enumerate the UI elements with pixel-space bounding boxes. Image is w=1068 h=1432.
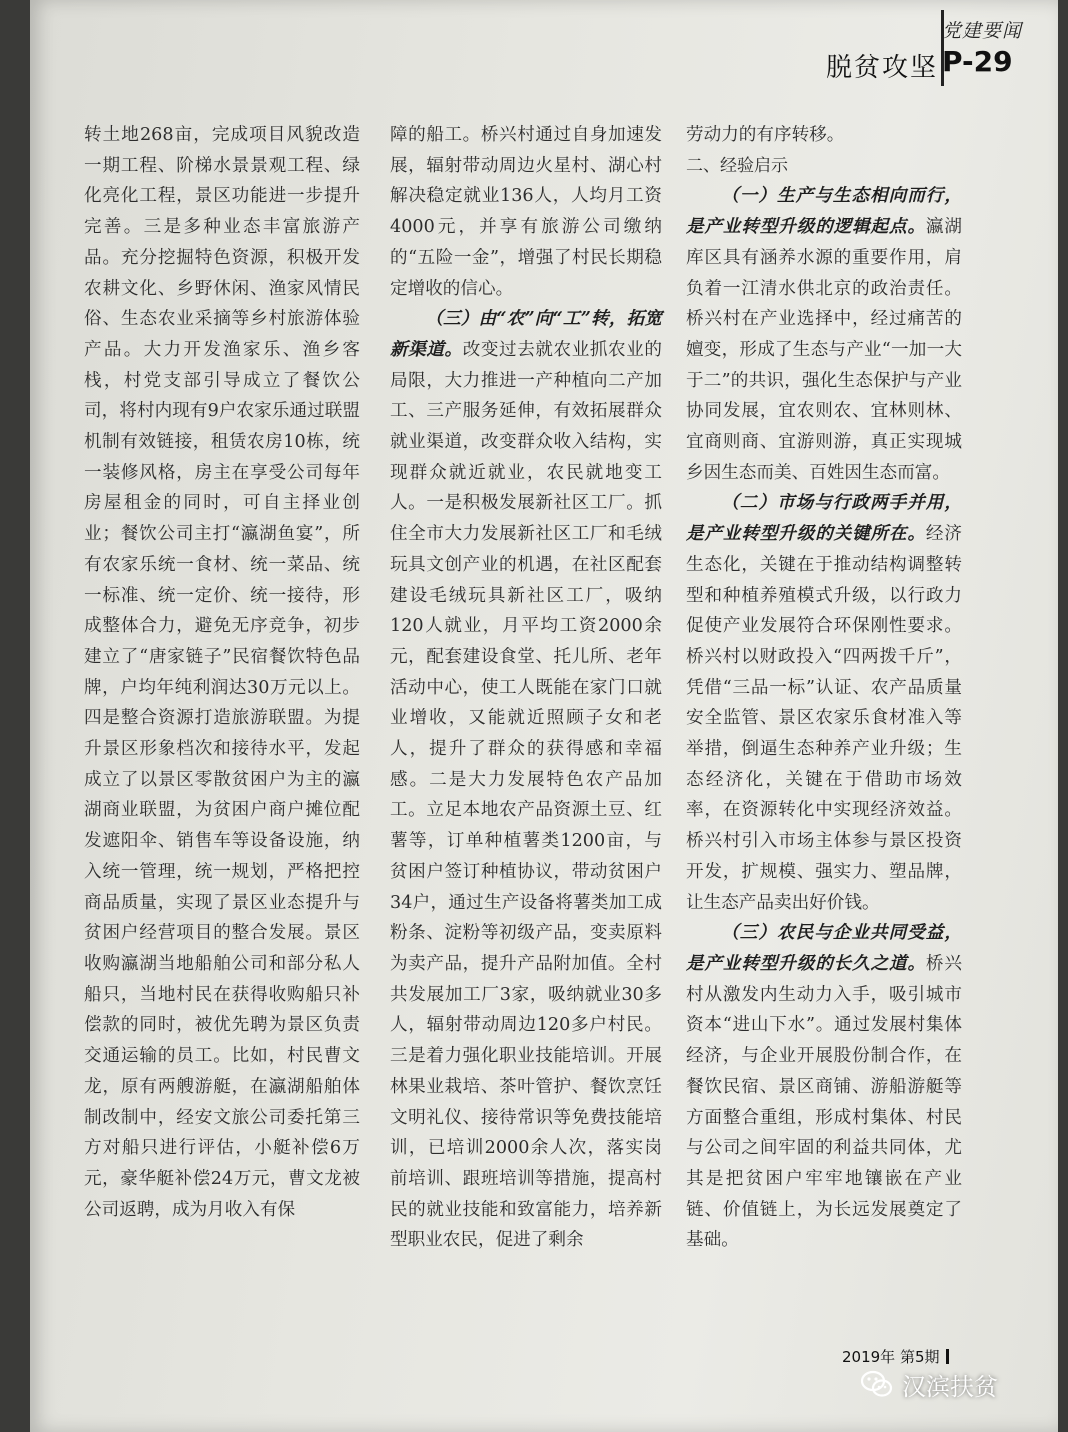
issue-text: 2019年 第5期: [842, 1348, 940, 1366]
subsection-body: 瀛湖库区具有涵养水源的重要作用，肩负着一江清水供北京的政治责任。桥兴村在产业选择中，经过痛苦的嬗变，形成了生态与产业“一加一大于二”的共识，强化生态保护与产业协同发展，宜农则农、宜林则林、宜商则商、宜游则游，真正实现城乡因生态而美、百姓因生态而富。: [686, 217, 962, 483]
subsection-heading: （三）农民与企业共同受益，是产业转型升级的长久之道。: [686, 922, 962, 974]
subsection-body: 经济生态化，关键在于推动结构调整转型和种植养殖模式升级，以行政力促使产业发展符合环保刚性要求。桥兴村以财政投入“四两拨千斤”，凭借“三品一标”认证、农产品质量安全监管、景区农家乐食材准入等举措，倒逼生态种养产业升级；生态经济化，关键在于借助市场效率，在资源转化中实现经济效益。桥兴村引入市场主体参与景区投资开发，扩规模、强实力、塑品牌，让生态产品卖出好价钱。: [686, 524, 962, 913]
watermark: [860, 1364, 998, 1404]
issue-bar: [946, 1349, 949, 1364]
page-number: P-29: [942, 45, 1013, 78]
text-column-3: [686, 120, 962, 1256]
subsection-heading: （三）由“农”向“工”转，拓宽新渠道。: [390, 308, 662, 360]
text-column-2: [390, 120, 662, 1256]
magazine-name: 党建要闻: [942, 20, 1023, 42]
column3-paragraph-2: [686, 488, 962, 918]
column3-paragraph-1: [686, 181, 962, 488]
subsection-heading: （二）市场与行政两手并用，是产业转型升级的关键所在。: [686, 492, 962, 545]
text-column-1: [84, 120, 360, 1225]
subsection-body: 桥兴村从激发内生动力入手，吸引城市资本“进山下水”。通过发展村集体经济，与企业开展股份制合作，在餐饮民宿、景区商铺、游船游艇等方面整合重组，形成村集体、村民与公司之间牢固的利益共同体，尤其是把贫困户牢牢地镶嵌在产业链、价值链上，为长远发展奠定了基础。: [686, 953, 962, 1251]
watermark-text: 汉滨扶贫: [902, 1372, 998, 1401]
magazine-page: [30, 0, 1058, 1432]
column2-paragraph-2: [390, 304, 662, 1256]
column1-paragraph: 转土地268亩，完成项目风貌改造一期工程、阶梯水景景观工程、绿化亮化工程，景区功能进一步提升完善。三是多种业态丰富旅游产品。充分挖掘特色资源，积极开发农耕文化、乡野休闲、渔家风情民俗、生态农业采摘等乡村旅游体验产品。大力开发渔家乐、渔乡客栈，村党支部引导成立了餐饮公司，将村内现有9户农家乐通过联盟机制有效链接，租赁农房10栋，统一装修风格，房主在享受公司每年房屋租金的同时，可自主择业创业；餐饮公司主打“瀛湖鱼宴”，所有农家乐统一食材、统一菜品、统一标准、统一定价、统一接待，形成整体合力，避免无序竞争，初步建立了“唐家链子”民宿餐饮特色品牌，户均年纯利润达30万元以上。四是整合资源打造旅游联盟。为提升景区形象档次和接待水平，发起成立了以景区零散贫困户为主的瀛湖商业联盟，为贫困户商户摊位配发遮阳伞、销售车等设备设施，纳入统一管理，统一规划，严格把控商品质量，实现了景区业态提升与贫困户经营项目的整合发展。景区收购瀛湖当地船舶公司和部分私人船只，当地村民在获得收购船只补偿款的同时，被优先聘为景区负责交通运输的员工。比如，村民曹文龙，原有两艘游艇，在瀛湖船舶体制改制中，经安文旅公司委托第三方对船只进行评估，小艇补偿6万元，豪华艇补偿24万元，曹文龙被公司返聘，成为月收入有保: [84, 125, 360, 1220]
wechat-icon: [860, 1369, 894, 1399]
column3-paragraph-0: 劳动力的有序转移。: [686, 125, 845, 145]
section-heading: 二、经验启示: [686, 155, 788, 176]
subsection-heading: （一）生产与生态相向而行，是产业转型升级的逻辑起点。: [686, 185, 962, 238]
column2-paragraph-1: 障的船工。桥兴村通过自身加速发展，辐射带动周边火星村、湖心村解决稳定就业136人，人均月工资4000元，并享有旅游公司缴纳的“五险一金”，增强了村民长期稳定增收的信心。: [390, 125, 662, 299]
page-header: [826, 44, 938, 84]
column3-paragraph-3: [686, 918, 962, 1256]
section-title: 脱贫攻坚: [825, 53, 938, 83]
subsection-body: 改变过去就农业抓农业的局限，大力推进一产种植向二产加工、三产服务延伸，有效拓展群众就业渠道，改变群众收入结构，实现群众就近就业，农民就地变工人。一是积极发展新社区工厂。抓住全市大力发展新社区工厂和毛绒玩具文创产业的机遇，在社区配套建设毛绒玩具新社区工厂，吸纳120人就业，月平均工资2000余元，配套建设食堂、托儿所、老年活动中心，使工人既能在家门口就业增收，又能就近照顾子女和老人，提升了群众的获得感和幸福感。二是大力发展特色农产品加工。立足本地农产品资源土豆、红薯等，订单种植薯类1200亩，与贫困户签订种植协议，带动贫困户34户，通过生产设备将薯类加工成粉条、淀粉等初级产品，变卖原料为卖产品，提升产品附加值。全村共发展加工厂3家，吸纳就业30多人，辐射带动周边120多户村民。三是着力强化职业技能培训。开展林果业栽培、茶叶管护、餐饮烹饪文明礼仪、接待常识等免费技能培训，已培训2000余人次，落实岗前培训、跟班培训等措施，提高村民的就业技能和致富能力，培养新型职业农民，促进了剩余: [390, 339, 662, 1251]
magazine-brand: [942, 16, 1030, 86]
